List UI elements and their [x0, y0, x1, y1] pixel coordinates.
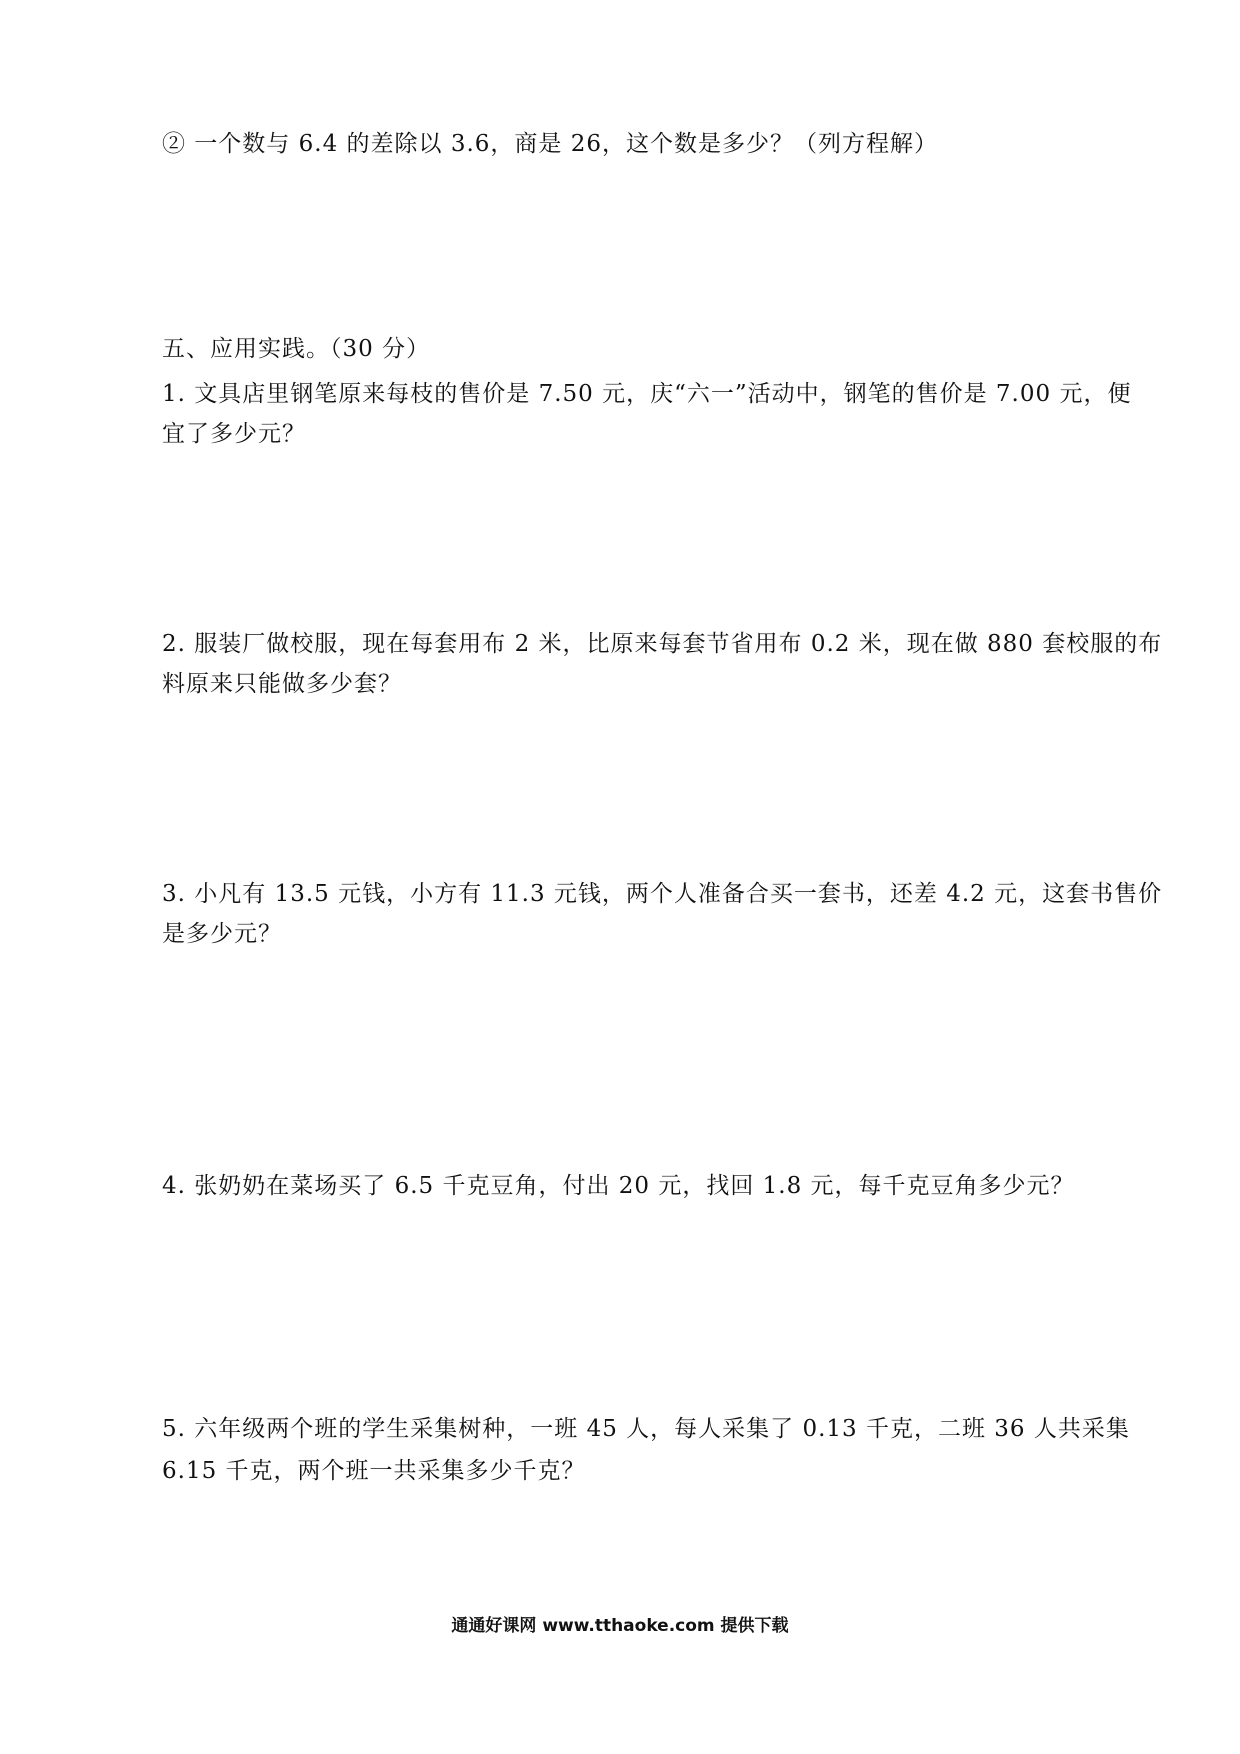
page-footer: 通通好课网 www.tthaoke.com 提供下载 [451, 1616, 789, 1636]
question-4-line-1: 4. 张奶奶在菜场买了 6.5 千克豆角，付出 20 元，找回 1.8 元，每千克豆角多少元？ [162, 1173, 1075, 1199]
question-3-line-1: 3. 小凡有 13.5 元钱，小方有 11.3 元钱，两个人准备合买一套书，还差 4.2 元，这套书售价 [162, 881, 1163, 907]
prev-question: ② 一个数与 6.4 的差除以 3.6，商是 26，这个数是多少？（列方程解） [162, 131, 938, 157]
question-5-line-2: 6.15 千克，两个班一共采集多少千克？ [162, 1458, 586, 1484]
question-1-line-1: 1. 文具店里钢笔原来每枝的售价是 7.50 元，庆“六一”活动中，钢笔的售价是 7.00 元，便 [162, 381, 1132, 407]
question-2-line-1: 2. 服装厂做校服，现在每套用布 2 米，比原来每套节省用布 0.2 米，现在做 880 套校服的布 [162, 631, 1163, 657]
question-2-line-2: 料原来只能做多少套？ [162, 671, 402, 697]
section-title: 五、应用实践。（30 分） [162, 336, 431, 362]
question-5-line-1: 5. 六年级两个班的学生采集树种，一班 45 人，每人采集了 0.13 千克，二班 36 人共采集 [162, 1416, 1130, 1442]
question-3-line-2: 是多少元？ [162, 921, 282, 947]
question-1-line-2: 宜了多少元？ [162, 421, 306, 447]
